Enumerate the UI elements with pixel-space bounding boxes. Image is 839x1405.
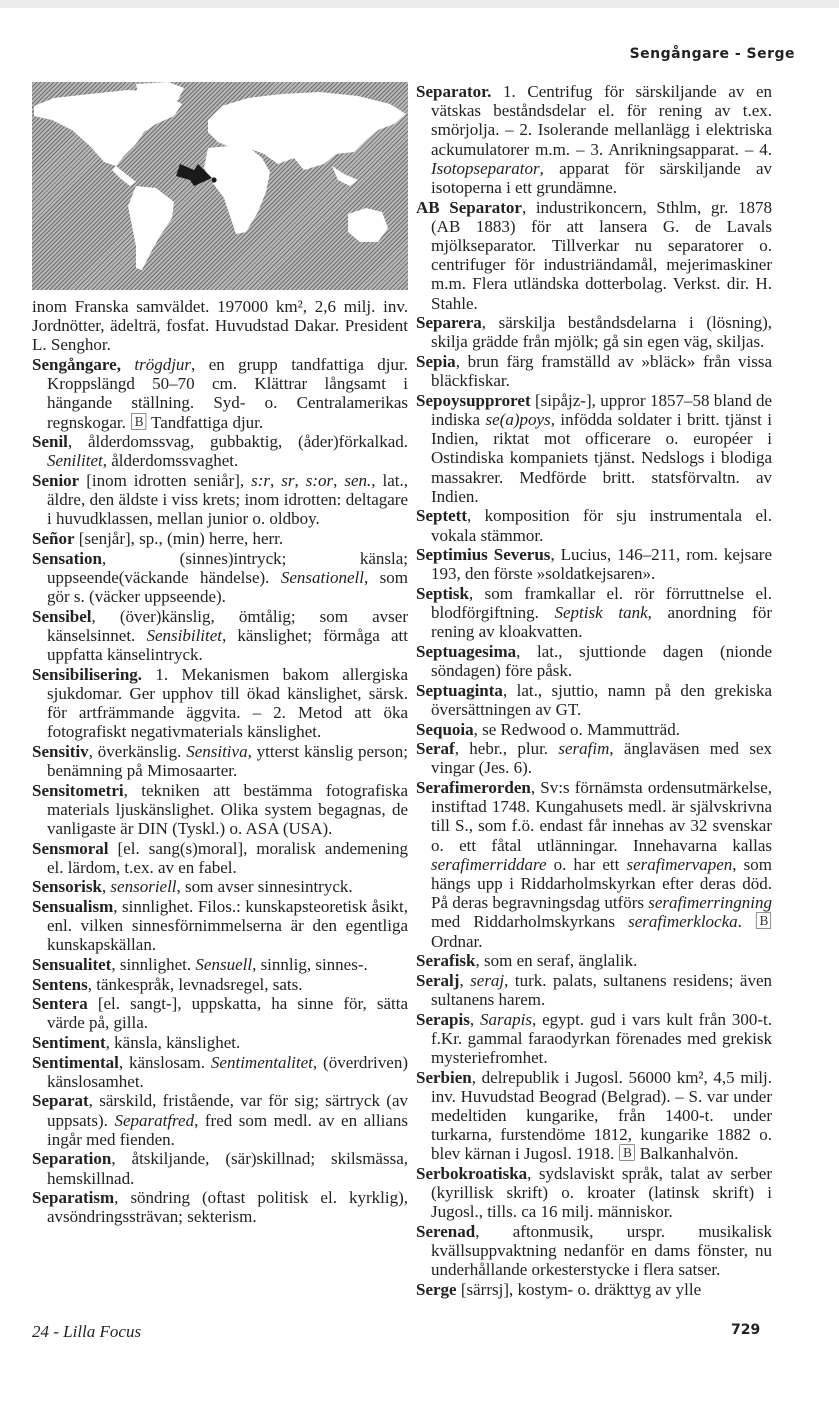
entry-text: , sinnlighet. Filos.: kunskapsteoretisk åsikt, enl. vilken sinnesförnimmelserna är den egentliga kunskapskällan. [47,896,408,955]
entry-italic-term: Separatfred [114,1110,195,1130]
dictionary-entry [32,994,408,1032]
entry-text: , (sinnes)intryck; känsla; uppseende(väckande händelse). [47,548,408,587]
dictionary-entry [32,665,408,742]
dictionary-entry [32,839,408,877]
entry-text: [särrsj], kostym- o. dräkttyg av ylle [456,1280,702,1300]
entry-headword: AB Separator [416,197,522,217]
entry-headword: Sepoysupproret [416,390,531,410]
entry-text: , överkänslig. [88,741,187,761]
entry-text: , ålderdomssvaghet. [102,451,239,471]
entry-headword: Señor [32,529,75,548]
entry-text: [senjår], sp., (min) herre, herr. [74,529,284,548]
dictionary-entry [32,1091,408,1149]
entry-italic-term: s:or [305,471,334,490]
entry-text: , infödda soldater i britt. tjänst i Indien, riktat mot officerare o. européer i Ostindiska kompaniets tjänst. Nedslogs i blodiga massakrer. Medförde britt. statsförvaltn. av Indien. [431,410,773,506]
entry-headword: Serge [416,1280,457,1300]
dictionary-entry [32,1149,408,1187]
entry-italic-term: Sensationell [280,567,364,587]
entry-headword: Senil [32,432,68,452]
entry-headword: Separat [32,1091,89,1111]
entry-text: , särskilja beståndsdelarna i (lösning), skilja grädde från mjölk; gå sin egen väg, skiljas. [431,313,772,352]
continent-central-america [112,166,136,186]
entry-text: , sinnlig, sinnes-. [252,954,368,974]
entry-headword: Sequoia [416,719,474,739]
entry-headword: Seralj [416,970,460,990]
entry-italic-term: serafimervapen [626,854,733,874]
entry-text: , anordning för rening av kloakvatten. [431,603,772,642]
continent-south-america [128,186,174,270]
dictionary-entry [416,642,772,680]
entry-text: , som en seraf, änglalik. [475,951,638,971]
left-column [32,297,408,1227]
dictionary-entry [32,432,408,470]
entry-headword: Separatism [32,1188,115,1208]
continent-australia [348,208,388,242]
dictionary-entry [32,607,408,665]
entry-headword: Serbien [416,1067,472,1087]
dictionary-entry [32,742,408,780]
entry-text: , (över)känslig, ömtålig; som avser känselsinnet. [47,606,408,645]
entry-text: , apparat för särskiljande av isotoperna i ett grundämne. [431,158,772,198]
entry-italic-term: serafimerriddare [431,854,547,874]
entry-italic-term: sr [281,471,295,490]
entry-text: , aftonmusik, urspr. musikalisk kvällsuppvaktning nedanför en dams fönster, nu underhållande orkesterstycke i flera satser. [431,1222,772,1280]
entry-text: , som avser sinnesintryck. [176,877,353,897]
entry-headword: Sensitometri [32,780,124,800]
dictionary-entry [416,506,772,544]
dictionary-entry [416,739,772,777]
dictionary-entry [32,1033,408,1052]
dictionary-entry [416,951,772,970]
entry-italic-term: serafimerklocka [628,912,738,932]
entry-italic-term: sensoriell [110,877,177,897]
entry-headword: Seraf [416,739,455,759]
entry-headword: Sensibilisering. [32,664,143,684]
dictionary-entry [32,781,408,839]
entry-italic-term: Sarapis [480,1009,532,1029]
entry-text: , [333,471,345,490]
entry-text: med Riddarholmskyrkans [431,912,629,932]
entry-text: , tekniken att bestämma fotografiska materials ljuskänslighet. Olika system begagnas, de vanligaste är DIN (Tyskl.) o. ASA (USA). [47,780,408,838]
entry-headword: Septuaginta [416,680,503,700]
dictionary-entry [416,313,772,351]
entry-text: , känslosam. [118,1052,211,1072]
entry-headword: Serafisk [416,951,476,971]
entry-text: , fred som medl. av en allians ingår med fienden. [47,1110,408,1149]
entry-italic-term: Senilitet [47,451,103,471]
entry-text: , åtskiljande, (sär)skillnad; skilsmässa, hemskillnad. [47,1149,408,1188]
world-map [32,82,408,290]
dictionary-entry [416,198,772,313]
entry-italic-term: Sentimentalitet [210,1052,313,1072]
entry-text: , egypt. gud i vars kult från 300-t. f.Kr. gammal faraodyrkan förenades med grekisk mysteriefromhet. [431,1009,773,1068]
dictionary-entry [416,681,772,719]
entry-text: , delrepublik i Jugosl. 56000 km², 4,5 milj. inv. Huvudstad Beograd (Belgrad). – S. var under medeltiden kungarike, från 1400-t. under turkarna, furstendöme 1812, kungarike 1882 o. blev kärnan i Jugosl. 1918. 🄱 Balkanhalvön. [431,1067,772,1164]
entry-text: , lat., sjuttio, namn på den grekiska översättningen av GT. [431,680,772,720]
entry-text: , känslighet; förmåga att uppfatta känselintryck. [47,625,408,664]
dictionary-entry [416,584,772,642]
page-number: 729 [731,1322,761,1338]
dictionary-entry [32,897,408,955]
entry-headword: Serapis [416,1009,470,1029]
continents [34,82,406,270]
entry-italic-term: Sensibilitet [146,625,223,645]
entry-text: , [101,877,111,897]
entry-text: , ytterst känslig person; benämning på Mimosaarter. [47,741,408,780]
entry-text: [sipåjz-], uppror 1857–58 bland de indiska [431,390,772,430]
entry-headword: Septisk [416,584,469,604]
right-column [416,82,772,1300]
entry-headword: Septett [416,506,467,526]
dictionary-entry [416,391,772,506]
entry-headword: Separation [32,1149,112,1169]
dictionary-entry [32,355,408,432]
entry-headword: Septuagesima [416,642,517,662]
entry-text: . 🄱 Ordnar. [431,912,773,951]
entry-text: [el. sangt-], uppskatta, ha sinne för, sätta värde på, gilla. [47,994,408,1033]
dictionary-entry [416,1222,772,1280]
entry-text: 1. Centrifug för särskiljande av en vätskas beståndsdelar el. för rening av t.ex. smörjolja. – 2. Isolerande mellanlägg i elektriska ackumulatorer m.m. – 3. Anrikningsapparat. – 4. [431,82,772,159]
dictionary-entry [32,975,408,994]
entry-text: , som gör s. (väcker uppseende). [47,567,408,606]
dictionary-entry [32,529,408,548]
entry-text: , särskild, fristående, var för sig; särtryck (av uppsats). [47,1091,408,1130]
entry-headword: Sensation [32,548,102,568]
footer-series-label: 24 - Lilla Focus [32,1322,142,1341]
entry-italic-term: Sensuell [195,954,253,974]
entry-text: [inom idrotten seniår], [79,471,252,490]
entry-italic-term: serafimerringning [648,893,772,913]
entry-text: , lat., sjuttionde dagen (nionde söndagen) före påsk. [431,642,772,681]
entry-text: [el. sang(s)moral], moralisk andemening el. lärdom, t.ex. av en fabel. [47,838,408,877]
entry-text: inom Franska samväldet. 197000 km², 2,6 milj. inv. Jordnötter, ädelträ, fosfat. Huvudstad Dakar. President L. Senghor. [32,297,408,355]
top-strip [0,0,839,8]
entry-text: , se Redwood o. Mammutträd. [473,719,680,739]
dictionary-entry [32,1053,408,1091]
entry-text: , änglaväsen med sex vingar (Jes. 6). [431,739,773,778]
entry-text: , [270,471,282,490]
entry-italic-term: s:r [251,471,271,490]
entry-text: , komposition för sju instrumentala el. vokala stämmor. [431,506,772,545]
entry-text: , turk. palats, sultanens residens; även sultanens harem. [431,970,773,1010]
entry-headword: Senior [32,471,80,490]
dictionary-entry [416,778,772,951]
entry-italic-term: Septisk tank [554,603,648,623]
entry-headword: Serafimerorden [416,778,531,797]
entry-text: , tänkespråk, levnadsregel, sats. [87,974,303,994]
entry-text: , Lucius, 146–211, rom. kejsare 193, den förste »soldatkejsaren». [431,545,772,584]
dictionary-entry [416,82,772,197]
entry-headword: Sentimental [32,1052,119,1072]
dictionary-entry [416,720,772,739]
entry-headword: Sengångare, [32,355,135,374]
entry-headword: Sentiment [32,1032,106,1052]
entry-headword: Sensualitet [32,954,112,974]
dictionary-entry [416,1164,772,1222]
entry-headword: Separera [416,313,482,333]
dictionary-entry [416,971,772,1009]
location-dot [211,177,216,182]
entry-headword: Sensitiv [32,741,89,761]
entry-text: , känsla, känslighet. [105,1032,241,1052]
continent-southeast-asia [332,166,358,186]
entry-headword: Sepia [416,352,456,372]
dictionary-entry [32,549,408,607]
dictionary-entry [416,545,772,583]
entry-text: , brun färg framställd av »bläck» från vissa bläckfiskar. [431,352,772,391]
entry-text: , sydslaviskt språk, talat av serber (kyrillisk skrift) o. kroater (latinsk skrift) i Jugosl., tills. ca 16 milj. människor. [431,1164,772,1222]
entry-text: , som hängs upp i Riddarholmskyrkan efter deras död. På deras begravningsdag utförs [431,854,773,913]
dictionary-entry [32,471,408,529]
entry-headword: Sensorisk [32,877,102,897]
entry-headword: Septimius Severus [416,545,551,565]
dictionary-entry [32,955,408,974]
entry-italic-term: seraj [470,970,505,990]
entry-headword: Sentens [32,974,88,994]
entry-text: , [469,1009,480,1029]
running-head: Sengångare - Serge [629,46,795,62]
entry-text: o. har ett [546,854,627,874]
entry-continuation [32,297,408,355]
dictionary-entry [32,877,408,896]
entry-text: , hebr., plur. [454,739,559,759]
entry-headword: Sensmoral [32,838,109,858]
entry-text: , söndring (oftast politisk el. kyrklig), avsöndringssträvan; sekterism. [47,1188,408,1227]
entry-text: , lat., äldre, den äldste i viss krets; inom idrotten: deltagare i huvudklassen, mellan junior o. oldboy. [47,471,409,529]
dictionary-entry [416,1280,772,1299]
entry-text: , som framkallar el. rör förruttnelse el. blodförgiftning. [431,584,772,623]
dictionary-entry [416,1068,772,1164]
entry-headword: Serenad [416,1222,476,1242]
world-map-svg [32,82,408,290]
entry-headword: Sensualism [32,896,114,916]
continent-africa [204,146,270,234]
entry-headword: Separator. [416,82,492,101]
dictionary-entry [416,1010,772,1068]
entry-text: , (överdriven) känslosamhet. [47,1052,408,1091]
entry-text: , en grupp tandfattiga djur. Kroppslängd 50–70 cm. Klättrar långsamt i hängande ställning. Syd- o. Centralamerikas regnskogar. 🄱 Tandfattiga djur. [47,355,409,432]
entry-italic-term: trögdjur [134,355,192,374]
entry-headword: Sensibel [32,606,92,626]
entry-headword: Sentera [32,994,88,1014]
entry-italic-term: Isotopseparator [431,158,540,178]
entry-text: , sinnlighet. [111,954,196,974]
dictionary-entry [32,1188,408,1226]
entry-headword: Serbokroatiska [416,1164,528,1184]
entry-italic-term: se(a)poys [485,410,551,430]
entry-italic-term: serafim [558,739,610,759]
entry-text: 1. Mekanismen bakom allergiska sjukdomar. Ger upphov till ökad känslighet, särsk. för artfrämmande äggvita. – 2. Metod att öka fotografiskt negativmaterials känslighet. [47,664,408,742]
entry-text: , [459,970,471,990]
entry-text: , ålderdomssvag, gubbaktig, (åder)förkalkad. [67,432,408,452]
dictionary-entry [416,352,772,390]
entry-italic-term: sen. [344,471,372,490]
entry-text: , industrikoncern, Sthlm, gr. 1878 (AB 1883) för att lansera G. de Lavals mjölkseparator. Tillverkar nu separatorer o. centrifuger för industriändamål, mejerimaskiner m.m. Flera utländska dotterbolag. Verkst. dir. H. Stahle. [431,197,772,313]
entry-text: , [294,471,306,490]
entry-italic-term: Sensitiva [186,741,248,761]
entry-text: , Sv:s förnämsta ordensutmärkelse, instiftad 1748. Kungahusets medl. är självskrivna till S., som f.ö. endast får innehas av 32 svenskar o. ett fåtal utlänningar. Innehavarna kallas [431,778,772,855]
